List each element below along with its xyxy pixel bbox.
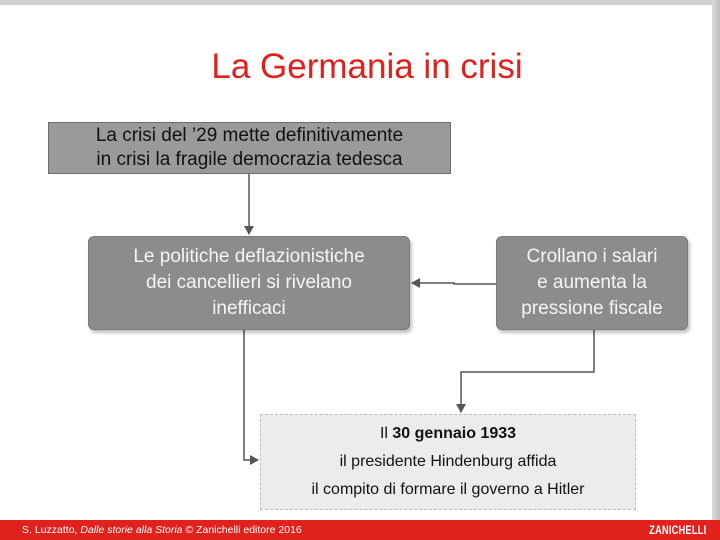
- footer-credit: [22, 522, 302, 538]
- wages-line-1: Crollano i salari: [526, 246, 658, 267]
- outcome-line-1: [380, 420, 516, 448]
- premise-box: [48, 122, 451, 174]
- policies-line-2: dei cancellieri si rivelano: [146, 272, 352, 293]
- wages-box: [496, 236, 688, 330]
- connector-wages-to-policies: [412, 283, 496, 284]
- outcome-line-3: il compito di formare il governo a Hitler: [311, 481, 585, 498]
- publisher-logo: ZANICHELLI: [648, 523, 706, 537]
- slide-title: La Germania in crisi: [211, 47, 523, 86]
- credit-book: Dalle storie alla Storia: [80, 524, 183, 536]
- outcome-prefix: Il: [379, 425, 388, 442]
- wages-line-2: e aumenta la: [537, 272, 647, 293]
- outcome-box: [260, 414, 636, 510]
- credit-author: S. Luzzatto,: [22, 524, 78, 536]
- outcome-date: 30 gennaio 1933: [392, 425, 517, 442]
- policies-line-1: Le politiche deflazionistiche: [133, 246, 365, 267]
- policies-box: [88, 236, 410, 330]
- premise-line-2: in crisi la fragile democrazia tedesca: [96, 149, 403, 170]
- wages-line-3: pressione fiscale: [521, 298, 663, 319]
- outcome-line-2: il presidente Hindenburg affida: [339, 453, 557, 470]
- credit-publisher-note: © Zanichelli editore 2016: [185, 524, 302, 536]
- connector-wages-to-outcome: [461, 330, 594, 412]
- premise-line-1: La crisi del ’29 mette definitivamente: [95, 125, 404, 146]
- connector-policies-to-outcome: [244, 330, 258, 460]
- policies-line-3: inefficaci: [212, 298, 286, 319]
